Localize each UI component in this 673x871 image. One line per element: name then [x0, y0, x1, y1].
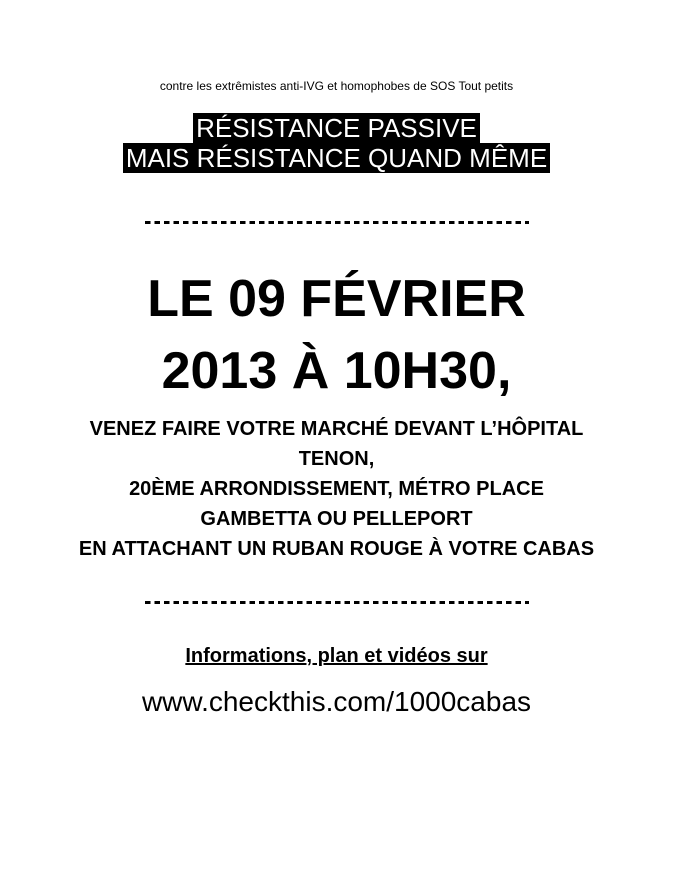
- event-details-line: TENON,: [298, 448, 375, 470]
- headline-row: [0, 113, 673, 143]
- event-details-line: GAMBETTA OU PELLEPORT: [200, 508, 473, 530]
- dashed-separator-top: [145, 221, 529, 224]
- top-note: contre les extrêmistes anti-IVG et homophobes de SOS Tout petits: [159, 79, 514, 93]
- date-line-2: 2013 À 10H30,: [161, 342, 512, 400]
- date-line-1: LE 09 FÉVRIER: [147, 270, 526, 328]
- event-details-line: VENEZ FAIRE VOTRE MARCHÉ DEVANT L’HÔPITAL: [89, 418, 584, 440]
- info-line: Informations, plan et vidéos sur: [185, 645, 488, 667]
- headline-row: [0, 143, 673, 173]
- event-details-line: EN ATTACHANT UN RUBAN ROUGE À VOTRE CABAS: [78, 538, 595, 560]
- headline-line-2: MAIS RÉSISTANCE QUAND MÊME: [123, 143, 550, 173]
- dashed-separator-bottom: [145, 601, 529, 604]
- date-heading: [0, 263, 673, 407]
- headline-block: [0, 113, 673, 173]
- website-url: www.checkthis.com/1000cabas: [141, 686, 532, 717]
- event-details: [0, 414, 673, 564]
- event-details-line: 20ÈME ARRONDISSEMENT, MÉTRO PLACE: [129, 478, 544, 500]
- headline-line-1: RÉSISTANCE PASSIVE: [193, 113, 480, 143]
